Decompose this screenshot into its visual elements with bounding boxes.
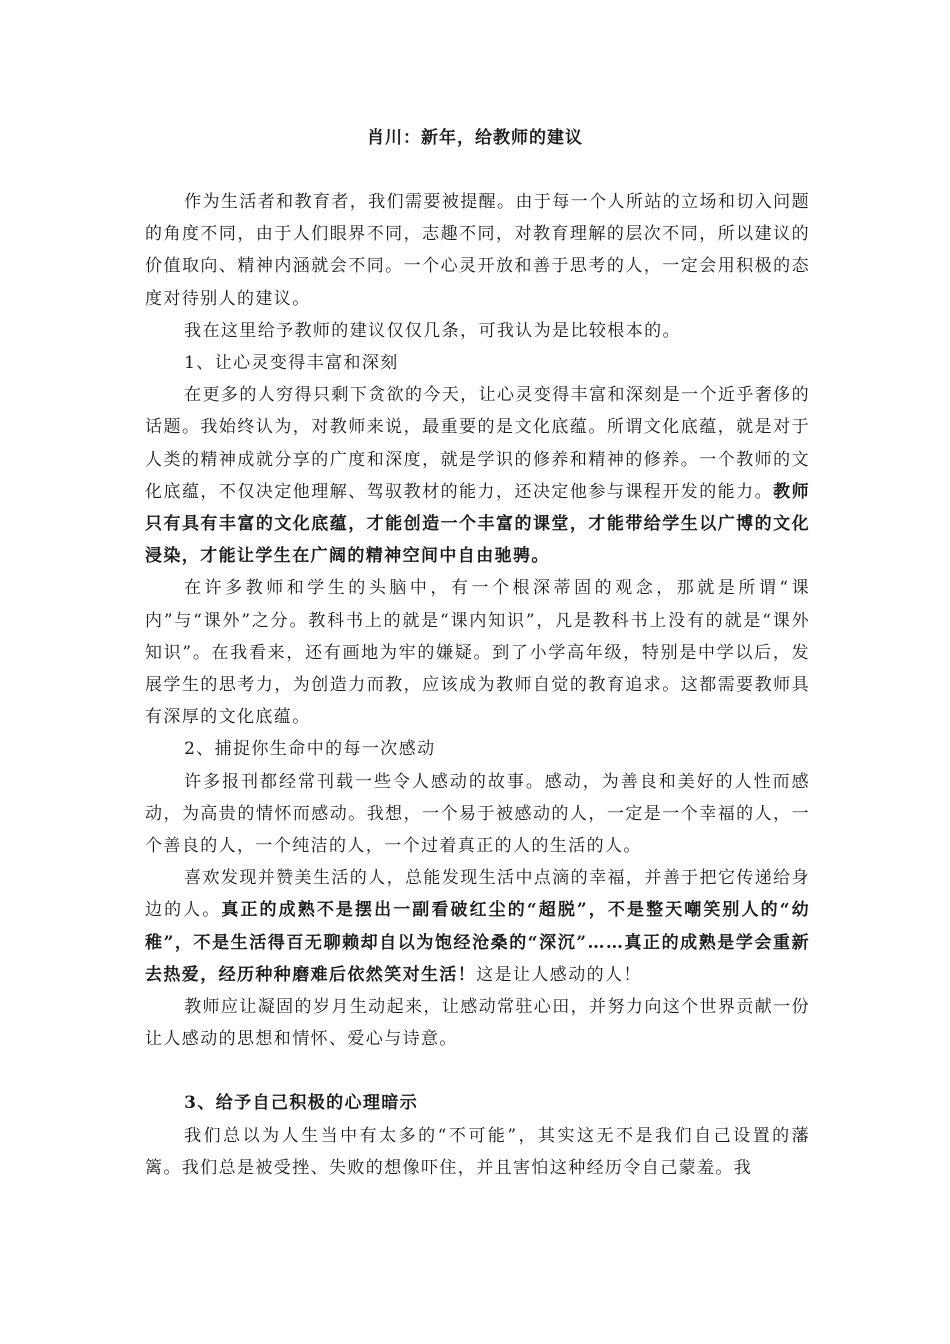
section-3-heading: 3、给予自己积极的心理暗示 (184, 1093, 419, 1114)
section-2-paragraph-2 (145, 862, 810, 991)
section-1-paragraph-1-bold: 教师只有具有丰富的文化底蕴，才能创造一个丰富的课堂，才能带给学生以广博的文化浸染，才能让学生在广阔的精神空间中自由驰骋。 (145, 481, 810, 567)
section-2-paragraph-1: 许多报刊都经常刊载一些令人感动的故事。感动，为善良和美好的人性而感动，为高贵的情怀而感动。我想，一个易于被感动的人，一定是一个幸福的人，一个善良的人，一个纯洁的人，一个过着真正的人的生活的人。 (145, 771, 810, 857)
section-2-paragraph-2-tail: 这是让人感动的人！ (476, 964, 642, 985)
section-2-paragraph-2-text: 喜欢发现并赞美生活的人，总能发现生活中点滴的幸福，并善于把它传递给身边的人。 (145, 868, 810, 921)
section-1-paragraph-1 (145, 379, 810, 572)
intro-paragraph-2: 我在这里给予教师的建议仅仅几条，可我认为是比较根本的。 (184, 320, 681, 341)
section-2-paragraph-2-bold: 真正的成熟不是摆出一副看破红尘的“超脱”，不是整天嘲笑别人的“幼稚”，不是生活得百无聊赖却自以为饱经沧桑的“深沉”……真正的成熟是学会重新去热爱，经历种种磨难后依然笑对生活！ (145, 900, 810, 985)
section-1-paragraph-2: 在许多教师和学生的头脑中，有一个根深蒂固的观念，那就是所谓“课内”与“课外”之分。教科书上的就是“课内知识”，凡是教科书上没有的就是“课外知识”。在我看来，还有画地为牢的嫌疑。到了小学高年级，特别是中学以后，发展学生的思考力，为创造力而教，应该成为教师自觉的教育追求。这都需要教师具有深厚的文化底蕴。 (145, 578, 810, 728)
document-title: 肖川：新年，给教师的建议 (367, 128, 583, 148)
document-body (145, 186, 810, 1184)
intro-paragraph-1: 作为生活者和教育者，我们需要被提醒。由于每一个人所站的立场和切入问题的角度不同，由于人们眼界不同，志趣不同，对教育理解的层次不同，所以建议的价值取向、精神内涵就会不同。一个心灵开放和善于思考的人，一定会用积极的态度对待别人的建议。 (145, 192, 810, 309)
section-3-paragraph-1: 我们总以为人生当中有太多的“不可能”，其实这无不是我们自己设置的藩篱。我们总是被受挫、失败的想像吓住，并且害怕这种经历令自己蒙羞。我 (145, 1125, 810, 1178)
section-2-heading: 2、捕捉你生命中的每一次感动 (184, 739, 436, 760)
section-1-paragraph-1-text: 在更多的人穷得只剩下贪欲的今天，让心灵变得丰富和深刻是一个近乎奢侈的话题。我始终认为，对教师来说，最重要的是文化底蕴。所谓文化底蕴，就是对于人类的精神成就分享的广度和深度，就是学识的修养和精神的修养。一个教师的文化底蕴，不仅决定他理解、驾驭教材的能力，还决定他参与课程开发的能力。 (145, 385, 810, 502)
section-2-paragraph-3: 教师应让凝固的岁月生动起来，让感动常驻心田，并努力向这个世界贡献一份让人感动的思想和情怀、爱心与诗意。 (145, 997, 810, 1050)
section-1-heading: 1、让心灵变得丰富和深刻 (184, 353, 399, 374)
